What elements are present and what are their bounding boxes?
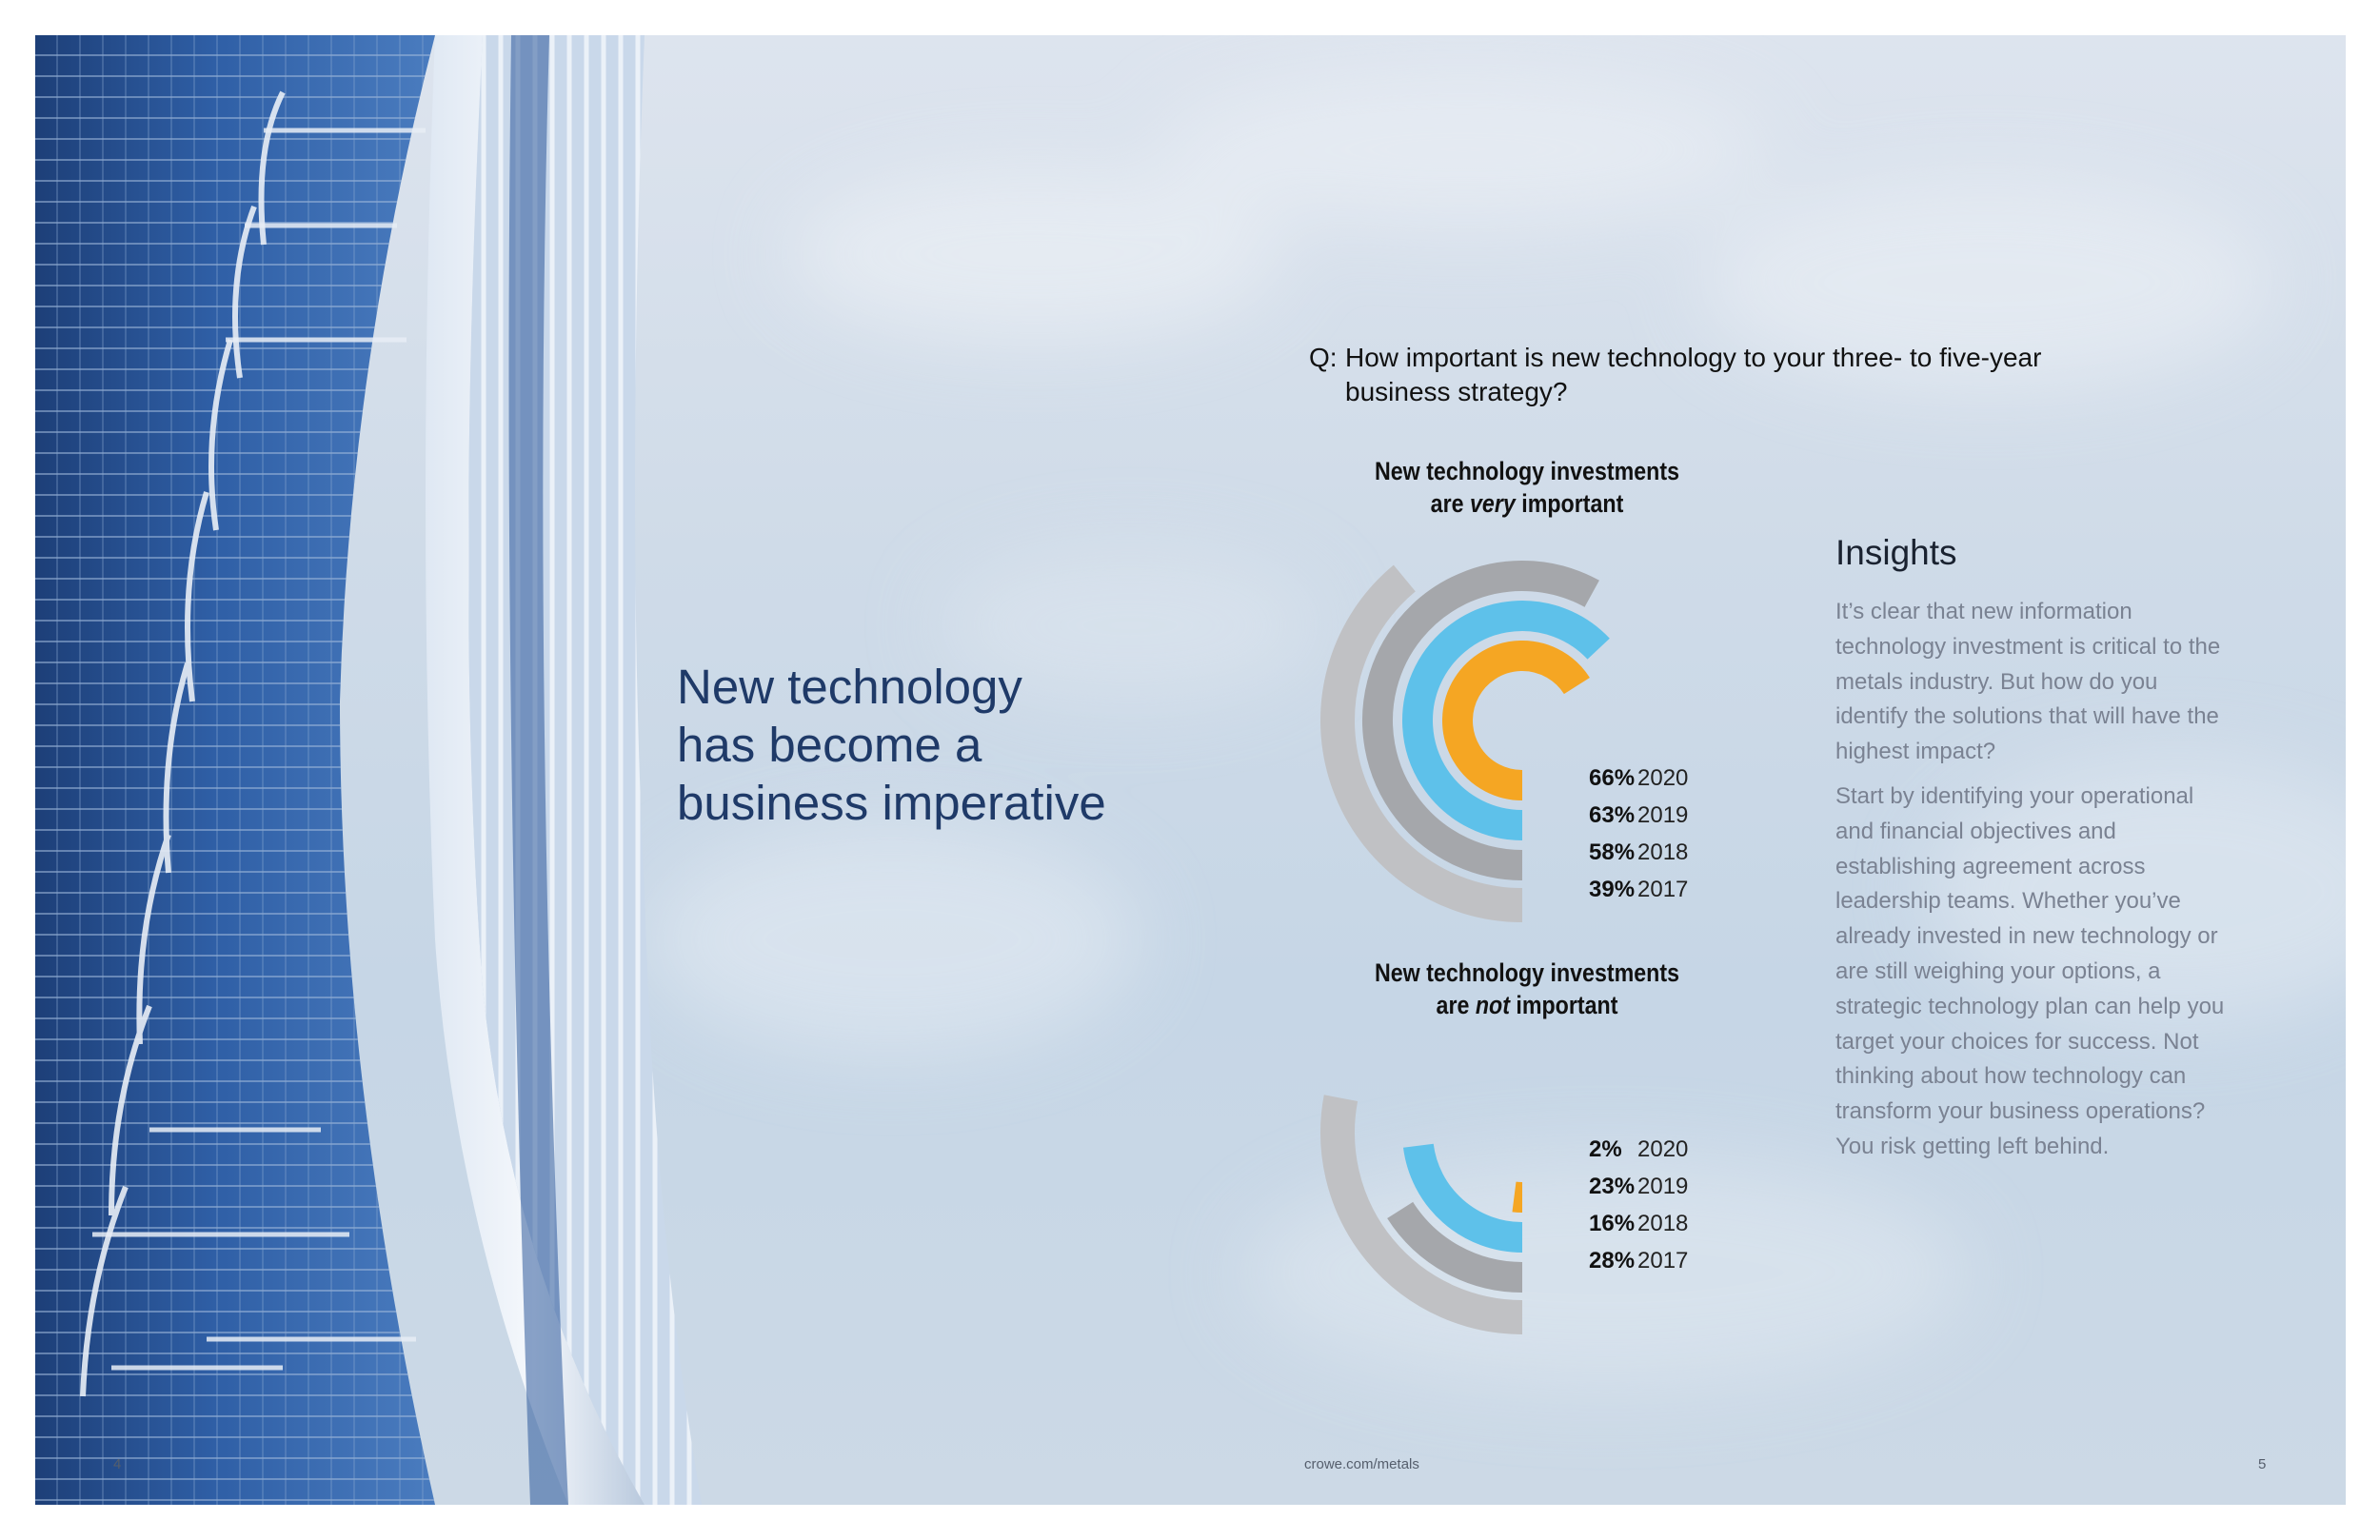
question-text: How important is new technology to your three- to five-year business strategy? <box>1345 343 2042 406</box>
not-important-chart <box>1338 1098 1688 1317</box>
chart-title-line-1: New technology investments <box>1374 457 1680 485</box>
headline-line-1: New technology <box>677 660 1022 714</box>
headline-line-2: has become a <box>677 718 982 772</box>
insights-paragraph-1: It’s clear that new information technology investment is critical to the metals industry. But how do you identify the solutions that will have the highest impact? <box>1835 599 2221 765</box>
arc-2019 <box>1418 1146 1522 1237</box>
insights-paragraph-2: Start by identifying your operational and financial objectives and establishing agreement across leadership teams. Whether you’ve already invested in new technology or are still weighing your options, a strategic technology plan can help you target your choices for success. Not thinking about how technology can transform your business operations? You risk getting left behind. <box>1835 782 2225 1159</box>
value-label-2020: 66% <box>1589 765 1636 791</box>
value-label-2017: 28% <box>1589 1248 1636 1273</box>
year-label-2019: 2019 <box>1637 1174 1689 1199</box>
chart-title-prefix: are <box>1436 991 1476 1019</box>
year-label-2017: 2017 <box>1637 1248 1689 1273</box>
year-label-2020: 2020 <box>1637 765 1689 791</box>
arc-2020 <box>1514 1196 1522 1197</box>
year-label-2018: 2018 <box>1637 1211 1689 1236</box>
chart-title-suffix: important <box>1515 489 1624 518</box>
brochure-spread <box>35 35 2346 1505</box>
value-label-2018: 58% <box>1589 839 1636 865</box>
chart-title-suffix: important <box>1509 991 1618 1019</box>
insights-body <box>1835 595 2235 1175</box>
footer-url[interactable]: crowe.com/metals <box>1304 1456 1419 1472</box>
year-label-2017: 2017 <box>1637 877 1689 902</box>
very-important-chart <box>1338 576 1688 905</box>
page-number-right: 5 <box>2258 1456 2267 1472</box>
insights-title: Insights <box>1835 533 1957 572</box>
chart-title-emphasis: not <box>1475 991 1510 1019</box>
chart-title-prefix: are <box>1430 489 1471 518</box>
value-label-2020: 2% <box>1589 1136 1622 1162</box>
chart-title-line-1: New technology investments <box>1374 958 1680 987</box>
year-label-2019: 2019 <box>1637 802 1689 828</box>
chart-title-emphasis: very <box>1470 489 1516 518</box>
year-label-2020: 2020 <box>1637 1136 1689 1162</box>
value-label-2019: 63% <box>1589 802 1636 828</box>
value-label-2018: 16% <box>1589 1211 1636 1236</box>
year-label-2018: 2018 <box>1637 839 1689 865</box>
headline-line-3: business imperative <box>677 776 1106 830</box>
value-label-2019: 23% <box>1589 1174 1636 1199</box>
page-number-left: 4 <box>113 1456 122 1472</box>
question-prefix: Q: <box>1309 343 1338 372</box>
value-label-2017: 39% <box>1589 877 1636 902</box>
arc-2020 <box>1458 656 1577 785</box>
